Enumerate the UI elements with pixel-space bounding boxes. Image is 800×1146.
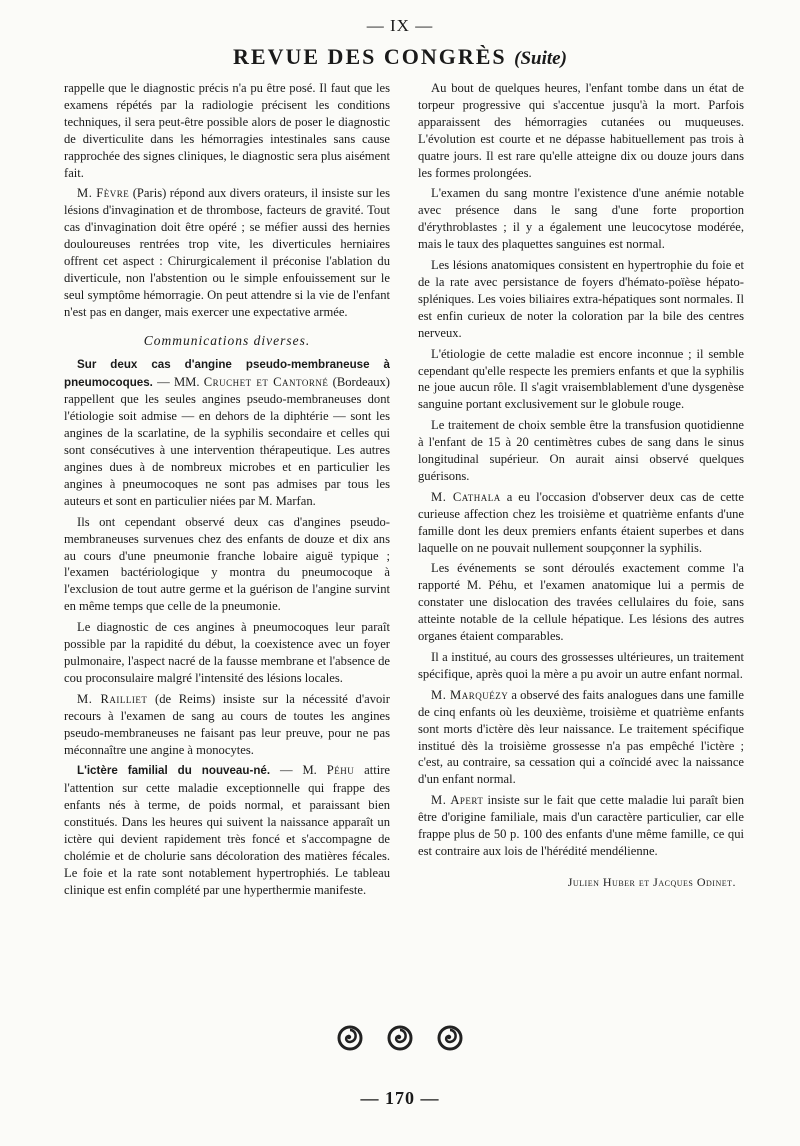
author-name: M. Railliet xyxy=(77,691,148,706)
paragraph-text: — MM. xyxy=(152,374,204,389)
swirl-ornament-icon xyxy=(387,1025,413,1051)
communication-title: Sur deux cas d'angine pseudo-membraneuse à pneumocoques. xyxy=(64,357,390,389)
section-heading: Communications diverses. xyxy=(143,332,311,348)
paragraph xyxy=(64,762,390,898)
page-title xyxy=(0,44,800,70)
paragraph: L'examen du sang montre l'existence d'une anémie notable avec présence dans le sang d'une forte proportion d'érythroblastes ; il y a également une leucocytose modérée, mais le taux des plaquettes sanguines est normal. xyxy=(418,186,744,252)
paragraph-text: a observé des faits analogues dans une famille de cinq enfants où les deuxième, troisième et quatrième enfants sont morts d'ictère dès leur naissance. Le traitement spécifique institué dès la troisième grossesse n'a pas empêché l'ictère ; c'est, au contraire, sa cessation qui a coïncidé avec la naissance d'un enfant normal. xyxy=(418,687,744,787)
left-column xyxy=(64,80,390,903)
signature: Julien Huber et Jacques Odinet. xyxy=(567,874,736,889)
paragraph xyxy=(418,792,744,860)
paragraph-text: attire l'attention sur cette maladie exceptionnelle qui frappe des enfants nés à terme, de poids normal, et paraissant bien constitués. Dans les heures qui suivent la naissance apparaît un ictère qui devient rapidement très foncé et s'accompagne de cholémie et de cholurie sans décoloration des matières fécales. Le foie et la rate sont notablement hypertrophiés. Le tableau clinique est enfin complété par une hyperthermie manifeste. xyxy=(64,763,390,897)
swirl-ornament-icon xyxy=(437,1025,463,1051)
title-text: REVUE DES CONGRÈS xyxy=(233,44,507,69)
communication-title: L'ictère familial du nouveau-né. xyxy=(77,764,271,778)
paragraph: Il a institué, au cours des grossesses ultérieures, un traitement spécifique, après quoi la mère a pu avoir un autre enfant normal. xyxy=(418,650,744,681)
paragraph: Les événements se sont déroulés exactement comme l'a rapporté M. Péhu, et l'examen anatomique lui a permis de constater une dislocation des travées cellulaires du foie, sans atteinte notable de la cellule hépatique. Les lésions des autres organes étaient comparables. xyxy=(418,561,744,644)
paragraph-text: (de Reims) insiste sur la nécessité d'avoir recours à l'examen de sang au cours de toutes les angines pseudo-membraneuses ne faisant pas leur preuve, pour ne pas méconnaître une angine à monocytes. xyxy=(64,691,390,757)
swirl-ornament-icon xyxy=(337,1025,363,1051)
page-number: — 170 — xyxy=(360,1088,440,1108)
paragraph-text: insiste sur le fait que cette maladie lui paraît bien être d'origine familiale, mais d'un caractère particulier, car elle frappe plus de 50 p. 100 des enfants d'une même famille, ce qui est contraire aux lois de l'hérédité mendélienne. xyxy=(418,793,745,858)
author-name: M. Cathala xyxy=(431,489,501,504)
paragraph: Les lésions anatomiques consistent en hypertrophie du foie et de la rate avec persistance de foyers d'hémato-poïèse hépato-spléniques. Les voies biliaires extra-hépatiques sont normales. Il est enfin curieux de noter la coloration par la bile des centres nerveux. xyxy=(418,258,744,340)
author-name: Péhu xyxy=(326,763,355,778)
paragraph-text: (Paris) répond aux divers orateurs, il insiste sur les lésions d'invagination et de thrombose, facteurs de gravité. Tout cas d'invagination doit être opéré ; se méfier aussi des hernies douloureuses rentrées trop vite, les diverticules herniaires offrent cet aspect : Chirurgicalement il préconise l'ablation du diverticule, non l'abstention ou le simple enfouissement sur le seul symptôme hémorragie. On peut attendre si la vie de l'enfant n'est pas en danger, mais exercer une expectative armée. xyxy=(64,186,391,319)
title-suite: (Suite) xyxy=(514,48,567,69)
paragraph-text: — M. xyxy=(270,763,327,778)
ornament-row xyxy=(0,1025,800,1051)
paragraph: rappelle que le diagnostic précis n'a pu être posé. Il faut que les examens répétés par la radiologie précisent les conditions techniques, il sera peut-être possible alors de poser le diagnostic de diverticulite dans les hémorragies intestinales sans cause rapprochée des signes cliniques, le diagnostic sera plus aisément fait. xyxy=(64,81,390,180)
paragraph xyxy=(64,356,390,510)
paragraph xyxy=(64,185,390,320)
paragraph: Le traitement de choix semble être la transfusion quotidienne à l'enfant de 15 à 20 centimètres cubes de sang dans le sinus longitudinal supérieur. On aurait ainsi observé quelques guérisons. xyxy=(418,418,744,483)
paragraph: Le diagnostic de ces angines à pneumocoques leur paraît possible par la rapidité du début, la coexistence avec un foyer pulmonaire, l'aspect nacré de la fausse membrane et l'absence de cou proconsulaire malgré l'intensité des lésions locales. xyxy=(64,620,390,685)
paragraph xyxy=(64,691,390,759)
author-name: M. Apert xyxy=(431,793,484,808)
roman-page-number: — IX — xyxy=(366,16,434,35)
paragraph-text: (Bordeaux) rappellent que les seules angines pseudo-membraneuses dont l'étiologie soit admise — en dehors de la diphtérie — sont les angines de la scarlatine, de la syphilis secondaire et celles qui sont consécutives à une intervention thérapeutique. Les autres angines dues à de nombreux microbes et en particulier les angines à pneumocoques ne sont pas admises par tous les auteurs et sont en particulier niées par M. Marfan. xyxy=(64,374,390,508)
paragraph xyxy=(418,489,744,557)
right-column xyxy=(418,80,744,891)
paragraph: Ils ont cependant observé deux cas d'angines pseudo-membraneuses survenues chez des enfants de douze et dix ans au cours d'une pneumonie franche lobaire aiguë typique ; l'examen bactériologique y montra du pneumocoque à l'exclusion de tout autre germe et la guérison de l'angine survint en même temps que celle de la pneumonie. xyxy=(64,514,390,614)
paragraph: Au bout de quelques heures, l'enfant tombe dans un état de torpeur progressive qui s'accentue jusqu'à la mort. Parfois apparaissent des hémorragies cutanées ou muqueuses. L'évolution est courte et ne dépasse habituellement pas trois à quatre jours. Il est rare qu'elle atteigne dix ou douze jours dans les formes prolongées. xyxy=(418,81,744,180)
author-name: Cruchet et Cantorné xyxy=(203,374,329,389)
paragraph-text: a eu l'occasion d'observer deux cas de cette curieuse affection chez les troisième et quatrième enfants d'une famille dont les deux premiers enfants étaient superbes et dans laquelle on ne pouvait nullement soupçonner la syphilis. xyxy=(418,489,745,555)
author-name: M. Marquézy xyxy=(431,687,509,702)
paragraph: L'étiologie de cette maladie est encore inconnue ; il semble cependant qu'elle respecte les premiers enfants et que la syphilis ne joue aucun rôle. Il s'agit vraisemblablement d'une dysgenèse sanguine portant exclusivement sur le globule rouge. xyxy=(418,346,744,412)
paragraph xyxy=(418,687,744,788)
author-name: M. Fèvre xyxy=(77,186,130,201)
